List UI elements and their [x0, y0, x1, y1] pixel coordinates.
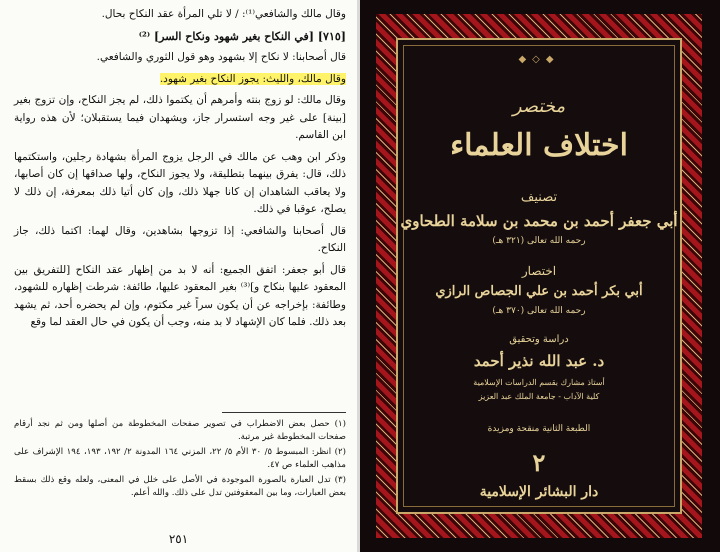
footnote: (١) حصل بعض الاضطراب في تصوير صفحات المخطوطة من أصلها ومن ثم نجد أرقام صفحات المخطوطة غير مرتبة. [14, 419, 346, 442]
cover-title: اختلاف العلماء [450, 128, 628, 163]
cover-mukhtasar: مختصر [512, 96, 566, 117]
book-cover [360, 0, 720, 552]
footnote-divider [222, 412, 346, 413]
book-page [0, 0, 357, 552]
ornament-icon: ◆◇◆ [518, 54, 560, 65]
cover-author-death: رحمه الله تعالى (٣٢١ هـ) [492, 236, 586, 246]
paragraph: وذكر ابن وهب عن مالك في الرجل يزوج المرأة بشهادة رجلين، واستكتمها ذلك، قال: يفرق بينهما بتطليقة، ولا يجوز النكاح، ولها صداقها إن كان أصابها، ولا يعاقب الشاهدان إن كانا جهلا ذلك، وإن كان أتيا ذلك بمعرفة، إن ذلك لا يصلح، عوقبا في ذلك. [14, 150, 346, 215]
cover-editor: د. عبد الله نذير أحمد [473, 352, 605, 370]
footnote: (٣) تدل العبارة بالصورة الموجودة في الأصل على خلل في المعنى، ولعله وقع ذلك بسقط بعض العبارات، وما بين المعقوفتين تدل على ذلك. والله أعلم. [14, 475, 346, 498]
cover-edition: الطبعة الثانية منقحة ومزيدة [487, 424, 591, 434]
cover-abridger: أبي بكر أحمد بن علي الجصاص الرازي [435, 284, 643, 299]
cover-author: أبي جعفر أحمد بن محمد بن سلامة الطحاوي [400, 212, 678, 230]
footnotes [14, 418, 346, 502]
page-body [14, 6, 346, 336]
footnote: (٢) انظر: المبسوط ٥/ ٣٠ الأم ٥/ ٢٢، المزني ١٦٤ المدونة ٢/ ١٩٢، ١٩٣، ١٩٤ الإشراف على مذاهب العلماء ص ٤٧. [14, 447, 346, 470]
cover-editor-affiliation-2: كلية الآداب - جامعة الملك عبد العزيز [478, 392, 600, 401]
paragraph: وقال مالك والشافعي⁽¹⁾: / لا تلي المرأة عقد النكاح بحال. [101, 8, 346, 20]
paragraph: قال أصحابنا: لا نكاح إلا بشهود وهو قول الثوري والشافعي. [96, 51, 346, 63]
cover-panel [396, 38, 682, 514]
highlighted-paragraph [14, 71, 346, 89]
highlight: وقال مالك، والليث: يجوز النكاح بغير شهود. [159, 72, 346, 85]
cover-tasnif: تصنيف [520, 190, 558, 205]
cover-publisher: دار البشائر الإسلامية [479, 484, 599, 500]
page-number: ٢٥١ [168, 532, 189, 546]
cover-dirasa: دراسة وتحقيق [509, 334, 569, 345]
cover-abridger-death: رحمه الله تعالى (٣٧٠ هـ) [492, 306, 586, 316]
paragraph: قال أصحابنا والشافعي: إذا تزوجها بشاهدين، وقال لهما: اكتما ذلك، جاز النكاح. [14, 224, 346, 254]
section-heading: [٧١٥] [في النكاح بغير شهود ونكاح السر] ⁽²⁾ [138, 29, 346, 43]
cover-editor-affiliation: أستاذ مشارك بقسم الدراسات الإسلامية [473, 378, 605, 387]
cover-volume: ٢ [532, 448, 546, 477]
cover-ikhtisar: اختصار [521, 264, 557, 278]
paragraph: وقال مالك: لو زوج بنته وأمرهم أن يكتموا ذلك، لم يجز النكاح، وإن تزوج بغير [بينة] على غير وجه استسرار جاز، ويشهدان فيما يستقبلان؛ لأن هذه رواية ابن القاسم. [14, 94, 346, 141]
paragraph: قال أبو جعفر: اتفق الجميع: أنه لا بد من إظهار عقد النكاح [للتفريق بين المعقود عليها بنكاح و]⁽³⁾ بغير المعقود عليها، طائفة: شرطت إظهاره للشهود، وطائفة: بإخراجه عن أن يكون سراً غير مكتوم، وإن لم يحضره أحد، ثم يشهد بعد ذلك. فلما كان الإشهاد لا بد منه، وجب أن يكون في حال العقد لما وقع [14, 263, 346, 328]
